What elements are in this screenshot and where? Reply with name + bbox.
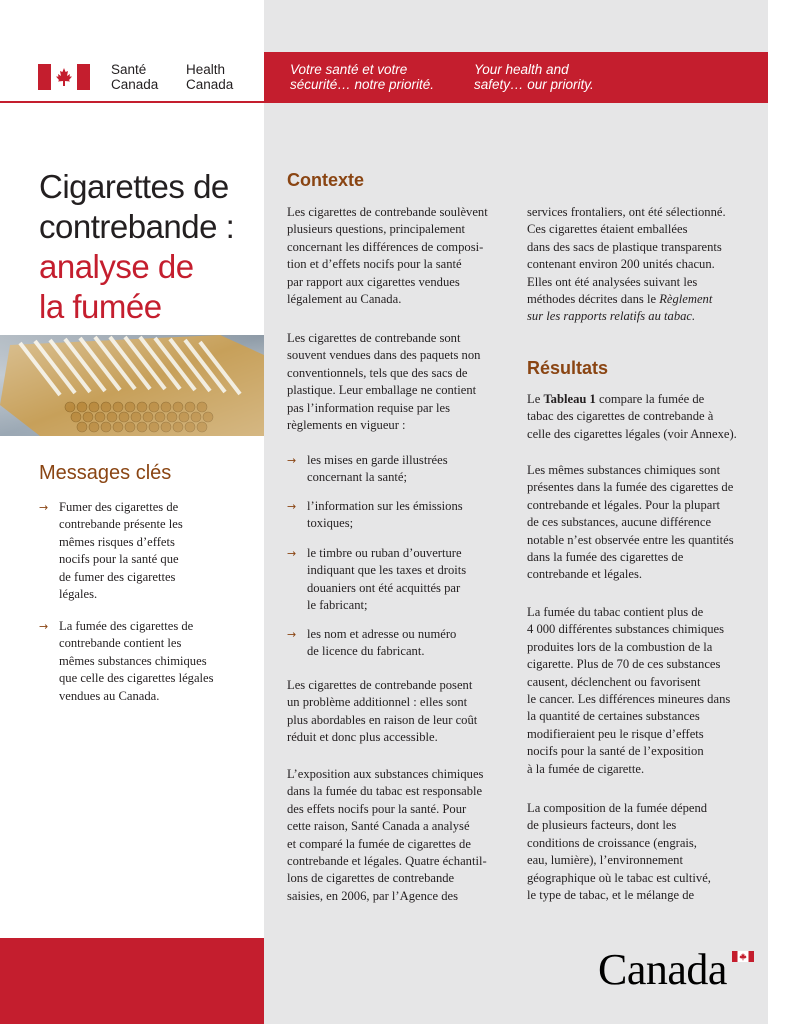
text-line: concernant les différences de composi-	[287, 239, 484, 254]
text-line: plastique. Leur emballage ne contient	[287, 383, 477, 398]
text-line: le type de tabac, et le mélange de	[527, 888, 695, 903]
text-line: de licence du fabricant.	[307, 644, 425, 659]
message-line: mêmes risques d’effets	[59, 534, 175, 549]
message-line: contrebande contient les	[59, 636, 182, 651]
text-line: plusieurs questions, principalement	[287, 222, 466, 237]
cigarette-bundle-illustration	[0, 335, 264, 436]
text-line: modifieraient peu le risque d’effets	[527, 726, 704, 741]
messages-heading: Messages clés	[39, 462, 172, 484]
text-line: lons de cigarettes de contrebande	[287, 871, 455, 886]
arrow-right-icon: →	[287, 547, 297, 560]
text-line: géographique où le tabac est cultivé,	[527, 870, 711, 885]
header-divider	[0, 101, 264, 103]
resultats-paragraph-1	[527, 391, 737, 443]
text-line: de plusieurs facteurs, dont les	[527, 818, 677, 833]
message-line: Fumer des cigarettes de	[59, 500, 179, 514]
text-line: légalement au Canada.	[287, 292, 402, 307]
text-line: cette raison, Santé Canada a analysé	[287, 819, 470, 834]
text-line: la quantité de certaines substances	[527, 709, 700, 724]
message-line: mêmes substances chimiques	[59, 653, 207, 668]
text-line: contrebande et légales. Pour la plupart	[527, 497, 721, 512]
text-line: toxiques;	[307, 516, 354, 531]
text-line: Les cigarettes de contrebande posent	[287, 678, 473, 692]
message-item	[39, 618, 239, 705]
text-line: l’information sur les émissions	[307, 499, 463, 513]
text-line: de ces substances, aucune différence	[527, 515, 712, 530]
arrow-right-icon: →	[287, 454, 297, 467]
slogan-en-line2: safety… our priority.	[474, 77, 594, 92]
message-line: vendues au Canada.	[59, 688, 160, 703]
arrow-right-icon: →	[39, 620, 49, 633]
message-line: La fumée des cigarettes de	[59, 619, 194, 633]
methods-paragraph	[527, 204, 726, 326]
text-line: les nom et adresse ou numéro	[307, 627, 457, 641]
regulation-title: sur les rapports relatifs au tabac.	[527, 309, 696, 324]
text-line: Les cigarettes de contrebande soulèvent	[287, 205, 488, 219]
text-line: règlements en vigueur :	[287, 418, 406, 433]
message-line: de fumer des cigarettes	[59, 569, 176, 584]
text-line: produites lors de la combustion de la	[527, 639, 713, 654]
text-line: le cancer. Les différences mineures dans	[527, 692, 731, 707]
text-line: réduit et donc plus accessible.	[287, 730, 438, 745]
contexte-heading: Contexte	[287, 170, 365, 190]
message-line: nocifs pour la santé que	[59, 552, 179, 567]
requirement-bullet	[287, 452, 448, 487]
canada-wordmark-flag-icon	[732, 951, 754, 962]
text-line: cigarette. Plus de 70 de ces substances	[527, 657, 721, 672]
text-line: nocifs pour la santé de l’exposition	[527, 744, 704, 759]
text-line: services frontaliers, ont été sélectionné.	[527, 205, 726, 219]
arrow-right-icon: →	[287, 628, 297, 641]
text-line: contrebande et légales. Quatre échantil-	[287, 854, 487, 869]
text-fragment: Le	[527, 392, 544, 406]
resultats-paragraph-4	[527, 800, 711, 904]
text-fragment: compare la fumée de	[595, 392, 705, 406]
text-line: conventionnels, tels que des sacs de	[287, 365, 468, 380]
message-line: contrebande présente les	[59, 517, 183, 532]
requirement-bullet	[287, 545, 466, 615]
contexte-paragraph-2	[287, 330, 480, 434]
text-line: La composition de la fumée dépend	[527, 801, 708, 815]
text-line: saisies, en 2006, par l’Agence des	[287, 888, 459, 903]
slogan-fr	[290, 62, 434, 92]
slogan-fr-line2: sécurité… notre priorité.	[290, 77, 435, 92]
text-line: Les cigarettes de contrebande sont	[287, 331, 461, 345]
title-line3: analyse de	[39, 248, 194, 285]
text-line: Elles ont été analysées suivant les	[527, 274, 698, 289]
text-line: par rapport aux cigarettes vendues	[287, 274, 460, 289]
text-line: 4 000 différentes substances chimiques	[527, 622, 725, 637]
text-line: le fabricant;	[307, 598, 368, 613]
dept-en-line2: Canada	[186, 77, 234, 92]
text-line: concernant la santé;	[307, 470, 407, 485]
resultats-paragraph-2	[527, 462, 734, 584]
regulation-title: Règlement	[659, 292, 713, 307]
canada-wordmark: Canada	[598, 945, 727, 994]
message-line: que celle des cigarettes légales	[59, 671, 214, 686]
text-line: le timbre ou ruban d’ouverture	[307, 546, 462, 560]
text-line: à la fumée de cigarette.	[527, 761, 645, 776]
contexte-paragraph-3	[287, 677, 477, 747]
resultats-paragraph-3	[527, 604, 730, 778]
text-line: eau, lumière), l’environnement	[527, 853, 683, 868]
requirement-bullet	[287, 498, 463, 533]
text-line: Les mêmes substances chimiques sont	[527, 463, 721, 477]
text-fragment: méthodes décrites dans le	[527, 292, 660, 307]
text-line: douaniers ont été acquittés par	[307, 580, 461, 595]
text-line: tabac des cigarettes de contrebande à	[527, 409, 714, 424]
right-margin	[768, 0, 791, 1024]
resultats-heading: Résultats	[527, 358, 609, 378]
text-line: La fumée du tabac contient plus de	[527, 605, 704, 619]
message-item	[39, 499, 239, 603]
text-line: notable n’est observée entre les quantités	[527, 532, 734, 547]
page-title	[39, 167, 234, 327]
text-line: L’exposition aux substances chimiques	[287, 767, 484, 781]
text-line: celle des cigarettes légales (voir Annexe).	[527, 426, 737, 441]
text-line	[527, 391, 737, 408]
text-line: dans des sacs de plastique transparents	[527, 239, 722, 254]
text-line: souvent vendues dans des paquets non	[287, 348, 481, 363]
text-line: causent, déclenchent ou favorisent	[527, 674, 701, 689]
dept-fr-line1: Santé	[111, 62, 147, 77]
text-line	[527, 308, 726, 325]
slogan-en-line1: Your health and	[474, 62, 569, 77]
arrow-right-icon: →	[39, 501, 49, 514]
dept-fr-line2: Canada	[111, 77, 159, 92]
slogan-fr-line1: Votre santé et votre	[290, 62, 408, 77]
text-line: présentes dans la fumée des cigarettes de	[527, 480, 734, 495]
text-line: et comparé la fumée de cigarettes de	[287, 836, 471, 851]
message-line: légales.	[59, 587, 98, 602]
footer-red-block	[0, 938, 264, 1024]
text-line: dans la fumée du tabac est responsable	[287, 784, 483, 799]
slogan-en	[474, 62, 594, 92]
department-name-fr	[111, 62, 158, 92]
text-line: les mises en garde illustrées	[307, 453, 448, 467]
text-line: contrebande et légales.	[527, 567, 643, 582]
canada-flag-icon	[38, 64, 90, 90]
text-line: un problème additionnel : elles sont	[287, 695, 468, 710]
table-reference: Tableau 1	[543, 392, 596, 406]
cigarette-bag-photo	[0, 335, 264, 436]
arrow-right-icon: →	[287, 500, 297, 513]
title-line2: contrebande :	[39, 208, 235, 245]
text-line: indiquant que les taxes et droits	[307, 563, 467, 578]
text-line: Ces cigarettes étaient emballées	[527, 222, 688, 237]
contexte-paragraph-4	[287, 766, 487, 905]
text-line: conditions de croissance (engrais,	[527, 835, 697, 850]
text-line: dans la fumée des cigarettes de	[527, 550, 684, 565]
requirement-bullet	[287, 626, 456, 661]
text-line: tion et d’effets nocifs pour la santé	[287, 257, 462, 272]
text-line: pas l’information requise par les	[287, 400, 450, 415]
department-name-en	[186, 62, 233, 92]
contexte-paragraph-1	[287, 204, 488, 308]
text-line: plus abordables en raison de leur coût	[287, 712, 478, 727]
text-line	[527, 291, 726, 308]
title-line1: Cigarettes de	[39, 168, 229, 205]
dept-en-line1: Health	[186, 62, 226, 77]
text-line: des effets nocifs pour la santé. Pour	[287, 801, 467, 816]
title-line4: la fumée	[39, 288, 162, 325]
text-line: contenant environ 200 unités chacun.	[527, 257, 715, 272]
